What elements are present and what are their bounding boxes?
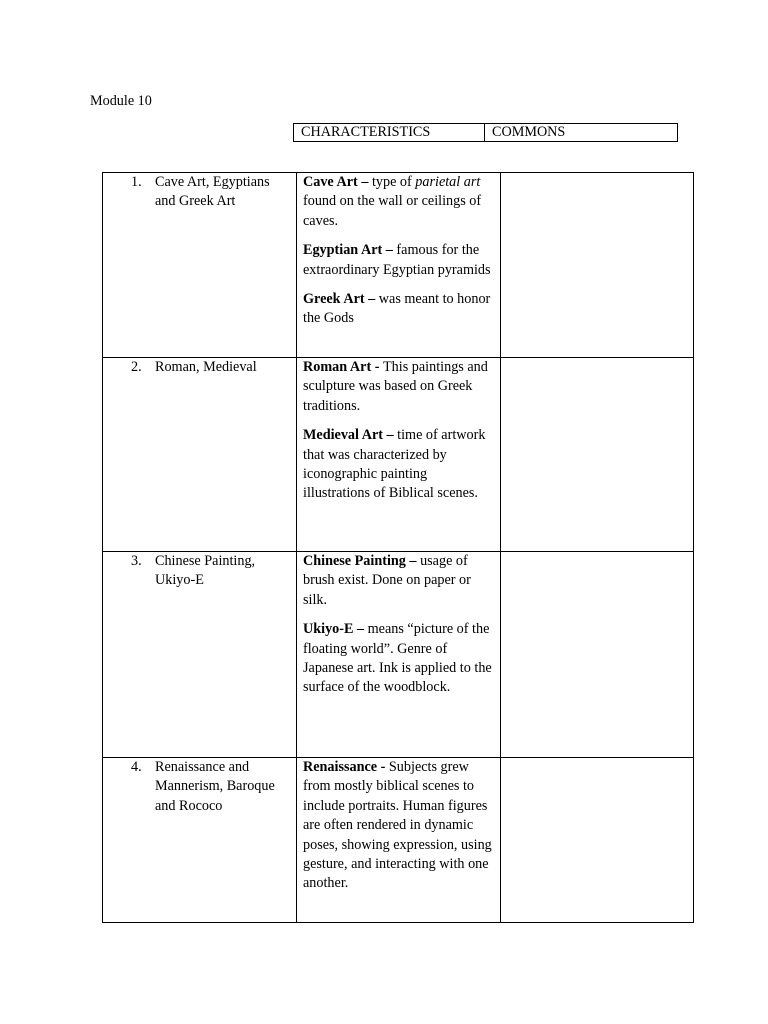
row-number: 3.	[131, 553, 142, 569]
topic-text: Cave Art, Egyptians and Greek Art	[155, 174, 270, 210]
entry	[303, 620, 494, 698]
topic-wrap	[103, 358, 296, 377]
entry	[303, 426, 494, 504]
entry-separator: –	[364, 291, 379, 308]
table-row	[103, 758, 694, 923]
module-title: Module 10	[90, 93, 152, 109]
characteristics-cell	[297, 758, 501, 923]
entry-text: was meant to honor the Gods	[303, 291, 491, 327]
entry-separator: -	[377, 759, 389, 775]
row-number: 1.	[131, 174, 142, 190]
entry-separator: -	[371, 359, 384, 375]
entry	[303, 290, 494, 329]
entry-italic-text: parietal art	[415, 174, 481, 190]
entry-separator: –	[382, 242, 397, 259]
entry-term: Cave Art	[303, 174, 358, 190]
entry	[303, 358, 494, 416]
entry-separator: –	[353, 621, 368, 638]
entry-text: means “picture of the floating world”. Genre of Japanese art. Ink is applied to the surface of the woodblock.	[303, 621, 492, 696]
commons-header: COMMONS	[485, 124, 678, 142]
entry	[303, 241, 494, 280]
entry-term: Renaissance	[303, 759, 378, 775]
table-row	[103, 552, 694, 758]
entry-term: Roman Art	[303, 359, 372, 375]
entry-term: Chinese Painting	[303, 553, 406, 569]
topic-cell	[103, 358, 297, 552]
characteristics-header: CHARACTERISTICS	[294, 124, 485, 142]
topic-text: Chinese Painting, Ukiyo-E	[155, 553, 256, 589]
entry	[303, 552, 494, 610]
characteristics-cell	[297, 552, 501, 758]
entry-separator: –	[382, 427, 398, 444]
column-header-table	[293, 123, 678, 142]
topic-wrap	[103, 758, 296, 816]
characteristics-cell	[297, 173, 501, 358]
entry-text: famous for the extraordinary Egyptian pyramids	[303, 242, 491, 278]
entry-text: type of	[371, 174, 416, 190]
row-number: 2.	[131, 359, 142, 375]
entry-text: found on the wall or ceilings of caves.	[303, 193, 482, 229]
entry-separator: –	[357, 174, 372, 190]
entry-text: usage of brush exist. Done on paper or silk.	[303, 553, 471, 608]
entry-term: Medieval Art	[303, 427, 383, 444]
commons-cell	[501, 173, 694, 358]
topic-text: Renaissance and Mannerism, Baroque and Rococo	[155, 759, 275, 814]
entry-text: Subjects grew from mostly biblical scenes to include portraits. Human figures are often rendered in dynamic poses, showing expression, using gesture, and interacting with one another.	[303, 759, 492, 892]
art-periods-table	[102, 172, 694, 923]
characteristics-cell	[297, 358, 501, 552]
commons-cell	[501, 552, 694, 758]
commons-cell	[501, 358, 694, 552]
topic-text: Roman, Medieval	[155, 359, 257, 375]
topic-cell	[103, 758, 297, 923]
topic-wrap	[103, 552, 296, 591]
entry-text: time of artwork that was characterized by iconographic painting illustrations of Biblical scenes.	[303, 427, 486, 502]
entry-term: Greek Art	[303, 291, 365, 308]
entry-term: Egyptian Art	[303, 242, 383, 259]
topic-cell	[103, 552, 297, 758]
entry-separator: –	[405, 553, 421, 569]
row-number: 4.	[131, 759, 142, 775]
entry-term: Ukiyo-E	[303, 621, 354, 638]
topic-wrap	[103, 173, 296, 212]
table-row	[103, 358, 694, 552]
entry-text: This paintings and sculpture was based on Greek traditions.	[303, 359, 488, 414]
commons-cell	[501, 758, 694, 923]
table-row	[103, 173, 694, 358]
entry	[303, 173, 494, 231]
column-header-row	[294, 124, 678, 142]
entry	[303, 758, 494, 894]
topic-cell	[103, 173, 297, 358]
